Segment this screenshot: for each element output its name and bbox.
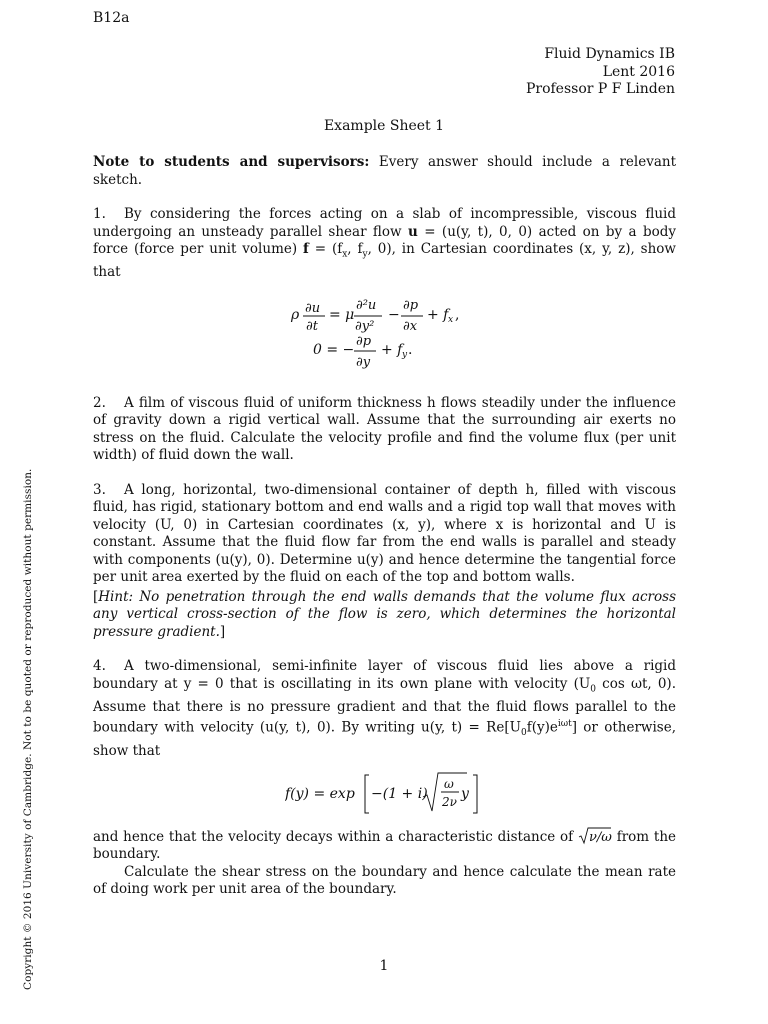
problem-3-hint: [Hint: No penetration through the end walls demands that the volume flux across any vertical cross-section of the flow is zero, which determines the horizontal pressure gradient.] [93, 588, 676, 640]
note-label: Note to students and supervisors: [93, 154, 370, 170]
frac-dpdy-num: ∂p [355, 333, 371, 349]
eq3-lhs: f(y) = exp [284, 785, 355, 802]
page-number: 1 [379, 958, 389, 974]
frac-dpdx-den: ∂x [402, 318, 417, 334]
frac-omega-den: 2ν [441, 794, 457, 809]
note-text: Every answer should include a relevant sketch. [93, 154, 677, 188]
force-fy: + f [380, 341, 402, 358]
problem-3 [93, 482, 676, 642]
problem-number: 4. [93, 658, 106, 675]
problem-1-text: 1. By considering the forces acting on a slab of incompressible, viscous fluid undergoing an unsteady parallel shear flow u = (u(y, t), 0, 0) acted on by a body force (force per unit volume) $f = (f_x$, $f_y$, 0), in Cartesian coordinates (x, y, z), show that [93, 206, 677, 281]
problem-3-text: 3. A long, horizontal, two-dimensional container of depth h, filled with viscous fluid, has rigid, stationary bottom and end walls and a rigid top wall that moves with velocity (U, 0) in Cartesian coordinates (x, y), where x is horizontal and U is constant. Assume that the fluid flow far from the end walls is parallel and steady with components (u(y), 0). Determine u(y) and hence determine the tangential force per unit area exerted by the fluid on each of the top and bottom walls. [93, 481, 676, 586]
course-name: Fluid Dynamics IB [544, 46, 675, 62]
momentum-equations [285, 290, 485, 376]
course-lecturer: Professor P F Linden [525, 81, 675, 97]
force-fx: + f [426, 306, 448, 323]
problem-4-decay: and hence that the velocity decays within a characteristic distance of ν/ω from the boundary. [93, 828, 676, 863]
problem-2 [93, 395, 676, 465]
problem-4 [93, 658, 676, 898]
svg-text:x: x [447, 314, 453, 325]
frac-omega-num: ω [443, 776, 454, 791]
eq2-lhs: 0 = − [312, 341, 354, 358]
frac-d2u-den: ∂y² [354, 318, 374, 334]
eq3-inner: −(1 + i) [370, 785, 428, 802]
sheet-body [93, 150, 676, 899]
problem-number: 2. [93, 394, 106, 411]
stokes-layer-solution [285, 767, 485, 821]
problem-4-final: Calculate the shear stress on the boundary and hence calculate the mean rate of doing work per unit area of the boundary. [93, 863, 676, 898]
equation-stokes-layer [93, 767, 676, 821]
problem-number: 1. [93, 206, 106, 222]
minus-sign: − [387, 306, 400, 323]
svg-text:ν/ω: ν/ω [588, 829, 612, 845]
problem-4-text: 4. A two-dimensional, semi-infinite layer of viscous fluid lies above a rigid boundary at y = 0 that is oscillating in its own plane with velocity ($U_0$ cos ωt, 0). Assume that there is no pressure gradient and that the fluid flows parallel to the boundary with velocity (u(y, t), 0). By writing u(y, $t) = Re[U_0f(y)e^{i\omega t}]$ or otherwise, show that [93, 658, 676, 760]
sqrt-nu-omega [578, 827, 612, 845]
equation-momentum [93, 290, 676, 376]
svg-text:,: , [454, 306, 459, 323]
sheet-title: Example Sheet 1 [323, 118, 445, 134]
course-term: Lent 2016 [602, 63, 675, 80]
problem-1 [93, 206, 676, 376]
problem-2-text: 2. A film of viscous fluid of uniform thickness h flows steadily under the influence of gravity down a rigid vertical wall. Assume that the surrounding air exerts no stress on the fluid. Calculate the velocity profile and find the volume flux (per unit width) of fluid down the wall. [93, 394, 676, 464]
svg-text:y: y [401, 349, 407, 360]
rho-symbol: ρ [290, 306, 299, 323]
frac-du-num: ∂u [304, 300, 320, 316]
frac-dpdy-den: ∂y [355, 354, 370, 370]
sheet-code: B12a [93, 10, 130, 26]
frac-du-den: ∂t [305, 318, 318, 334]
problem-number: 3. [93, 481, 106, 498]
eq-mu: = μ [328, 306, 354, 323]
supervisor-note [93, 154, 676, 189]
svg-text:.: . [407, 341, 412, 358]
frac-d2u-num: ∂²u [355, 297, 376, 313]
copyright-notice: Copyright © 2016 University of Cambridge. Not to be quoted or reproduced without permission. [22, 468, 34, 990]
course-info [526, 46, 675, 99]
frac-dpdx-num: ∂p [402, 297, 418, 313]
svg-text:y: y [460, 785, 469, 802]
